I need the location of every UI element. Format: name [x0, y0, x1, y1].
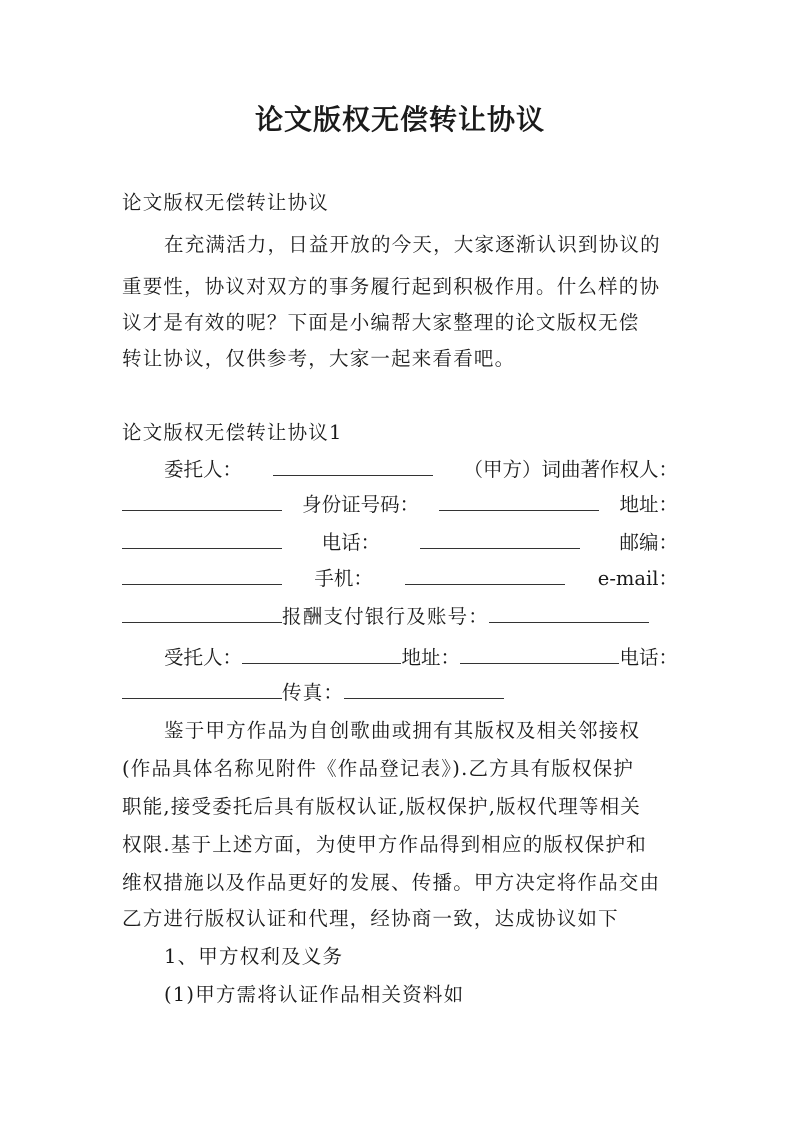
trustee-address-label: 地址：: [401, 646, 460, 669]
id-number-label: 身份证号码：: [302, 493, 420, 516]
section-1-heading: 1、甲方权利及义务: [164, 945, 344, 968]
client-label: 委托人：: [164, 458, 243, 481]
trustee-label: 受托人：: [164, 646, 243, 669]
trustee-address-blank: [460, 645, 619, 664]
intro-line-2: 重要性，协议对双方的事务履行起到积极作用。什么样的协: [122, 275, 661, 298]
body-line-4: 权限.基于上述方面，为使甲方作品得到相应的版权保护和: [122, 833, 647, 856]
bank-blank: [489, 604, 649, 623]
address-blank: [122, 530, 282, 549]
phone-blank: [420, 530, 580, 549]
agreement-heading: 论文版权无偿转让协议1: [122, 421, 343, 444]
form-row-id: [122, 492, 678, 518]
client-name-blank: [273, 457, 433, 476]
mobile-blank: [405, 566, 565, 585]
body-line-3: 职能,接受委托后具有版权认证,版权保护,版权代理等相关: [122, 795, 641, 818]
postcode-blank: [122, 566, 282, 585]
intro-line-3: 议才是有效的呢？下面是小编帮大家整理的论文版权无偿: [122, 311, 640, 334]
body-line-5: 维权措施以及作品更好的发展、传播。甲方决定将作品交由: [122, 871, 661, 894]
item-1-text: (1)甲方需将认证作品相关资料如: [164, 983, 465, 1006]
document-title: 论文版权无偿转让协议: [254, 103, 545, 136]
phone-label: 电话：: [321, 531, 381, 554]
form-row-phone: [122, 530, 678, 556]
bank-label: 报酬支付银行及账号：: [282, 605, 490, 628]
trustee-phone-blank: [122, 680, 282, 699]
email-label: e-mail：: [597, 567, 678, 590]
section-heading: 论文版权无偿转让协议: [122, 191, 330, 214]
copyright-owner-blank: [122, 492, 282, 511]
trustee-blank: [242, 645, 401, 664]
trustee-phone-label: 电话：: [619, 646, 678, 669]
address-label: 地址：: [619, 493, 678, 516]
body-line-2: (作品具体名称见附件《作品登记表》).乙方具有版权保护: [122, 757, 635, 780]
intro-line-4: 转让协议，仅供参考，大家一起来看看吧。: [122, 347, 516, 370]
form-row-client: [164, 457, 678, 483]
fax-label: 传真：: [282, 681, 345, 704]
body-line-1: 鉴于甲方作品为自创歌曲或拥有其版权及相关邻接权: [164, 719, 641, 742]
body-line-6: 乙方进行版权认证和代理，经协商一致，达成协议如下: [122, 907, 619, 930]
id-number-blank: [439, 492, 599, 511]
mobile-label: 手机：: [314, 567, 373, 590]
form-row-bank: [122, 604, 678, 630]
postcode-label: 邮编：: [619, 531, 678, 554]
form-row-mobile: [122, 566, 678, 592]
form-row-trustee: [164, 645, 678, 671]
party-a-label: （甲方）词曲著作权人：: [463, 458, 678, 481]
email-blank: [122, 604, 282, 623]
form-row-fax: [122, 680, 678, 706]
fax-blank: [344, 680, 504, 699]
intro-line-1: 在充满活力，日益开放的今天，大家逐渐认识到协议的: [164, 233, 661, 256]
